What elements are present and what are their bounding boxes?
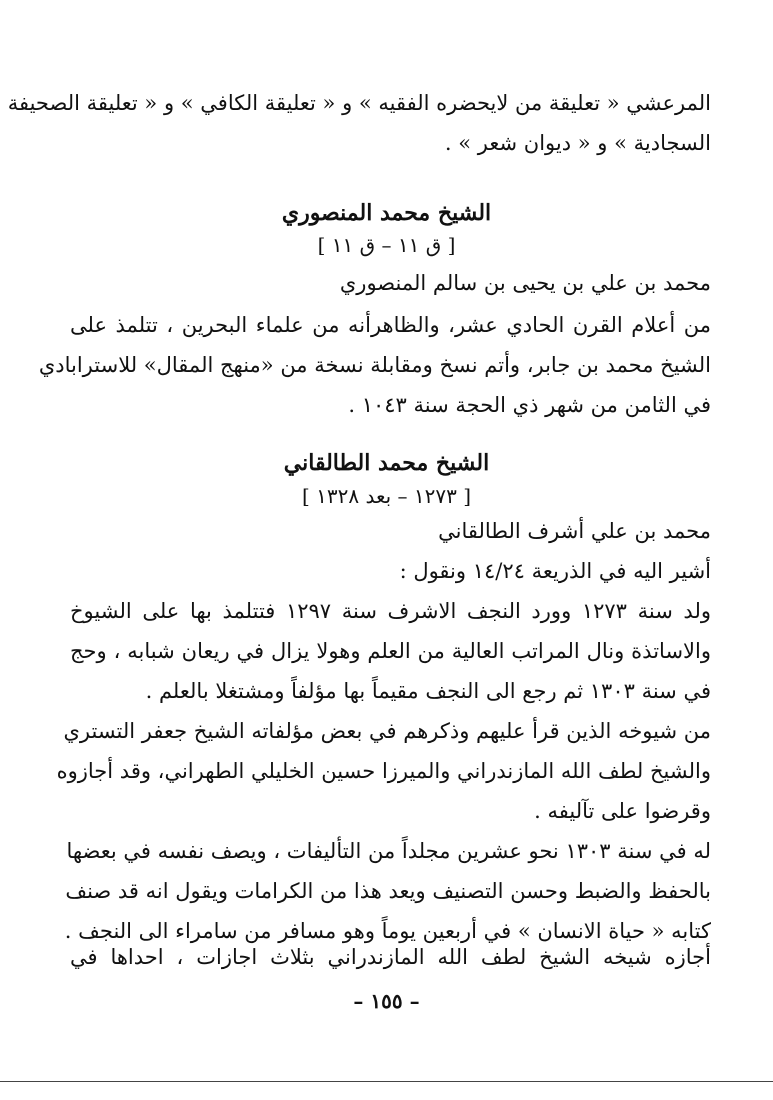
- text-line: أشير اليه في الذريعة ١٤/٢٤ ونقول :: [399, 559, 711, 583]
- entry-title: الشيخ محمد المنصوري: [281, 200, 492, 226]
- text-line: في الثامن من شهر ذي الحجة سنة ١٠٤٣ .: [348, 393, 711, 417]
- text-line: السجادية » و « ديوان شعر » .: [444, 131, 711, 155]
- text-line: المرعشي « تعليقة من لايحضره الفقيه » و « تعليقة الكافي » و « تعليقة الصحيفة: [7, 91, 711, 115]
- entry-dates: [ ق ١١ – ق ١١ ]: [317, 233, 456, 257]
- text-line: في سنة ١٣٠٣ ثم رجع الى النجف مقيماً بها مؤلفاً ومشتغلا بالعلم .: [145, 679, 711, 703]
- text-line: محمد بن علي بن يحيى بن سالم المنصوري: [339, 271, 711, 295]
- entry-title: الشيخ محمد الطالقاني: [283, 450, 490, 476]
- text-line: له في سنة ١٣٠٣ نحو عشرين مجلداً من التأليفات ، ويصف نفسه في بعضها: [66, 839, 711, 863]
- text-line: بالحفظ والضبط وحسن التصنيف ويعد هذا من الكرامات ويقول انه قد صنف: [65, 879, 711, 903]
- text-line: من أعلام القرن الحادي عشر، والظاهرأنه من علماء البحرين ، تتلمذ على: [70, 313, 711, 337]
- text-line: محمد بن علي أشرف الطالقاني: [438, 519, 711, 543]
- text-line: كتابه « حياة الانسان » في أربعين يوماً وهو مسافر من سامراء الى النجف .: [64, 919, 711, 943]
- text-line: ولد سنة ١٢٧٣ وورد النجف الاشرف سنة ١٢٩٧ فتتلمذ بها على الشيوخ: [70, 599, 711, 623]
- text-line: والاساتذة ونال المراتب العالية من العلم وهولا يزال في ريعان شبابه ، وحج: [70, 639, 711, 663]
- text-line: وقرضوا على تآليفه .: [534, 799, 711, 823]
- text-line: من شيوخه الذين قرأ عليهم وذكرهم في بعض مؤلفاته الشيخ جعفر التستري: [63, 719, 711, 743]
- text-line: والشيخ لطف الله المازندراني والميرزا حسين الخليلي الطهراني، وقد أجازوه: [56, 759, 711, 783]
- text-line: الشيخ محمد بن جابر، وأتم نسخ ومقابلة نسخة من «منهج المقال» للاسترابادي: [38, 353, 711, 377]
- text-line: أجازه شيخه الشيخ لطف الله المازندراني بثلاث اجازات ، احداها في: [70, 945, 711, 969]
- page-number: – ١٥٥ –: [353, 989, 420, 1013]
- entry-dates: [ ١٢٧٣ – بعد ١٣٢٨ ]: [301, 484, 472, 508]
- page-bottom-rule: [0, 1081, 773, 1082]
